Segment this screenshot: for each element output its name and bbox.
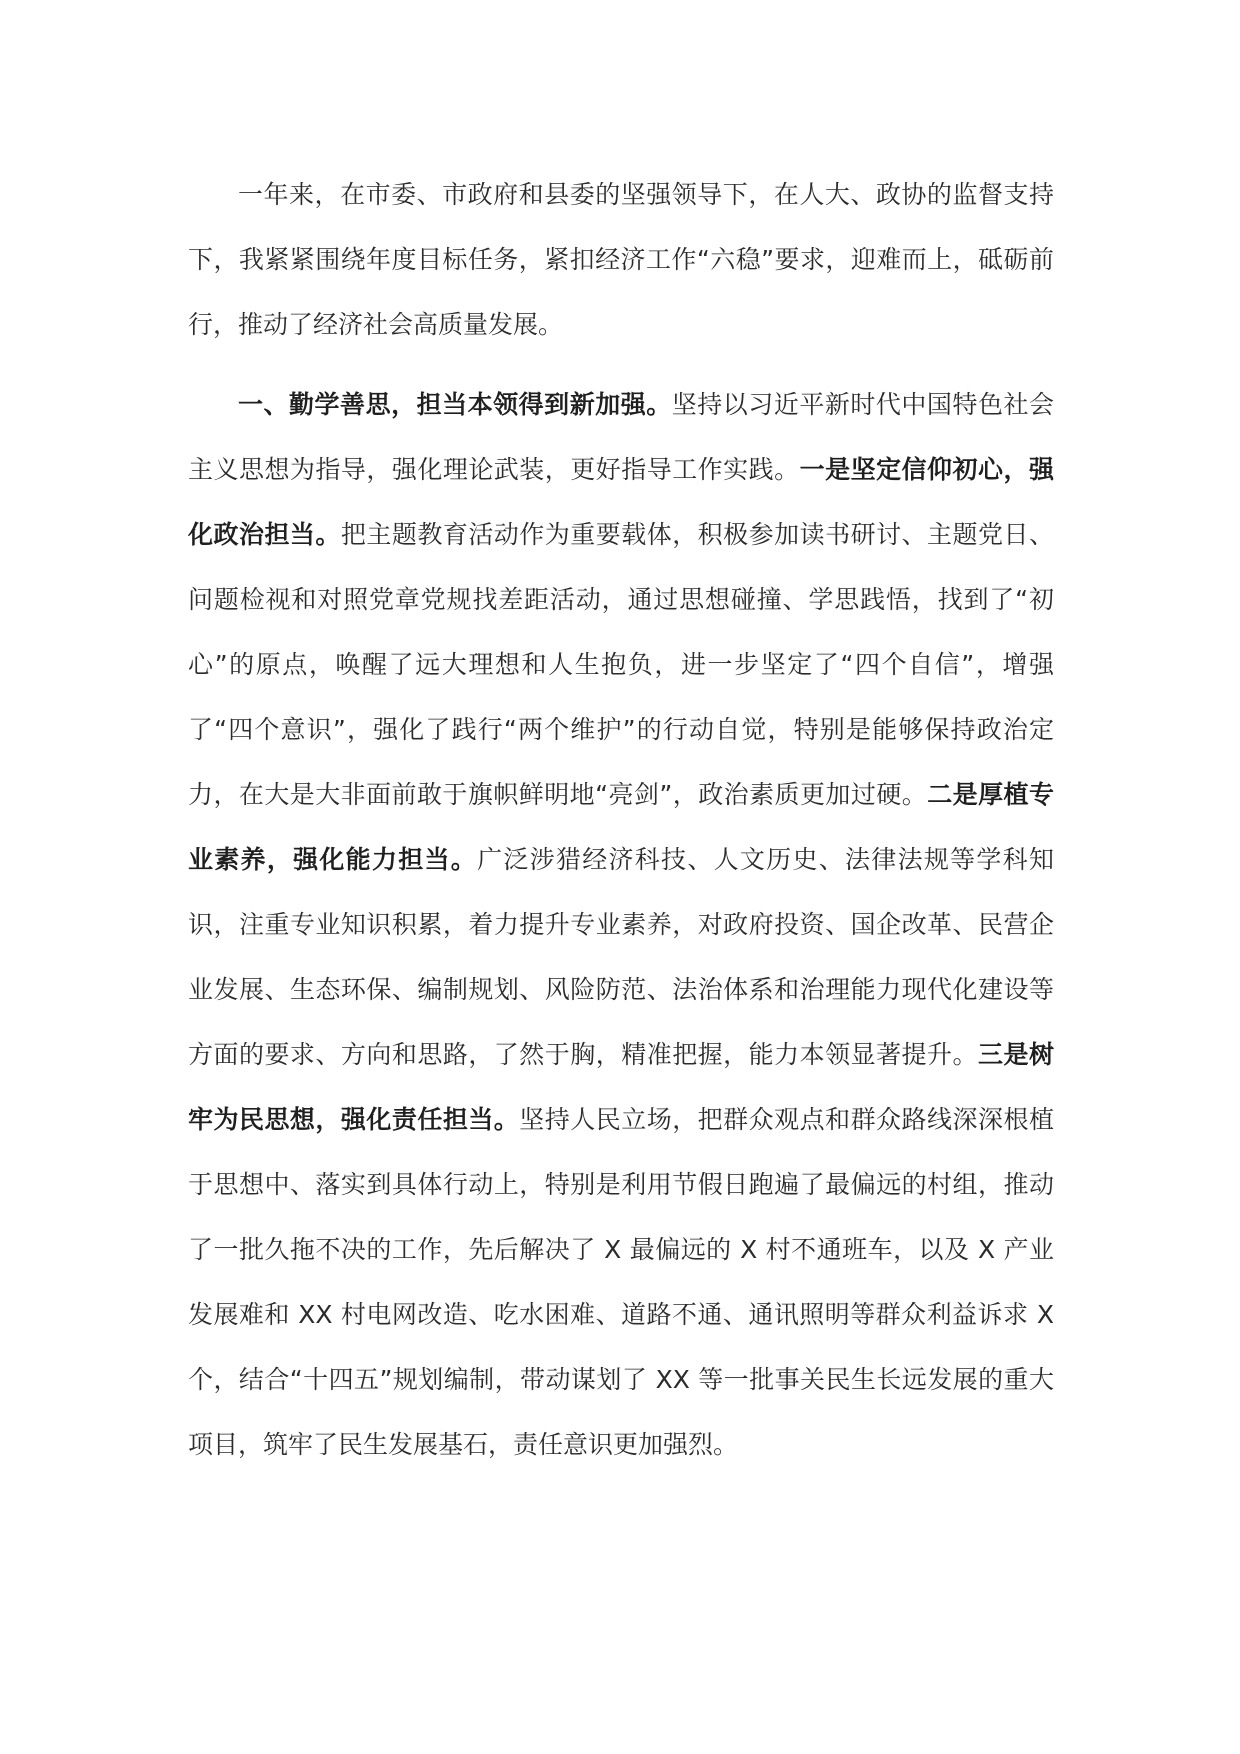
- paragraph-intro-text: 一年来，在市委、市政府和县委的坚强领导下，在人大、政协的监督支持下，我紧紧围绕年度目标任务，紧扣经济工作“六稳”要求，迎难而上，砥砺前行，推动了经济社会高质量发展。: [188, 180, 1054, 339]
- paragraph-intro: [188, 162, 1054, 357]
- point-two-title: 二是厚植专业素养，强化能力担当。: [188, 780, 1054, 874]
- section-heading: 一、勤学善思，担当本领得到新加强。: [238, 390, 672, 419]
- point-one-text: 把主题教育活动作为重要载体，积极参加读书研讨、主题党日、问题检视和对照党章党规找差距活动，通过思想碰撞、学思践悟，找到了“初心”的原点，唤醒了远大理想和人生抱负，进一步坚定了“四个自信”，增强了“四个意识”，强化了践行“两个维护”的行动自觉，特别是能够保持政治定力，在大是大非面前敢于旗帜鲜明地“亮剑”，政治素质更加过硬。: [188, 520, 1054, 809]
- document-page: [188, 162, 1054, 1477]
- point-two-text: 广泛涉猎经济科技、人文历史、法律法规等学科知识，注重专业知识积累，着力提升专业素养，对政府投资、国企改革、民营企业发展、生态环保、编制规划、风险防范、法治体系和治理能力现代化建设等方面的要求、方向和思路，了然于胸，精准把握，能力本领显著提升。: [188, 845, 1054, 1069]
- point-three-text: 坚持人民立场，把群众观点和群众路线深深根植于思想中、落实到具体行动上，特别是利用节假日跑遍了最偏远的村组，推动了一批久拖不决的工作，先后解决了 X 最偏远的 X 村不通班车，以及 X 产业发展难和 XX 村电网改造、吃水困难、道路不通、通讯照明等群众利益诉求 X 个，结合“十四五”规划编制，带动谋划了 XX 等一批事关民生长远发展的重大项目，筑牢了民生发展基石，责任意识更加强烈。: [188, 1105, 1054, 1459]
- section-intro-text: 坚持以习近平新时代中国特色社会主义思想为指导，强化理论武装，更好指导工作实践。: [188, 390, 1054, 484]
- point-three-title: 三是树牢为民思想，强化责任担当。: [188, 1040, 1054, 1134]
- point-one-title: 一是坚定信仰初心，强化政治担当。: [188, 455, 1054, 549]
- paragraph-section-one: [188, 372, 1054, 1477]
